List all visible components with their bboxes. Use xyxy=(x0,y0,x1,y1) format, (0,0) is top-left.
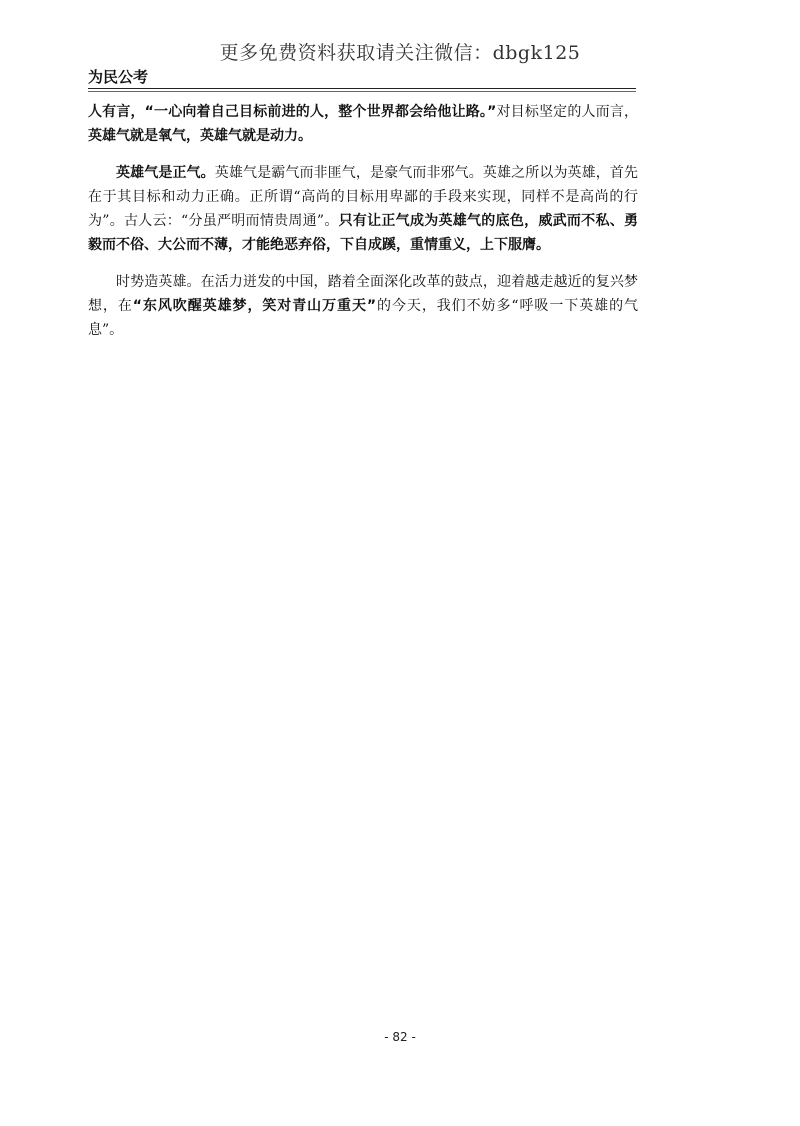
paragraph-1-bold: 人有言，“一心向着自己目标前进的人，整个世界都会给他让路。” xyxy=(88,104,497,120)
paragraph-2-bold: 英雄气是正气。 xyxy=(116,165,215,181)
paragraph-1-text: 对目标坚定的人而言， xyxy=(496,104,639,120)
paragraph-2-bold-end: 只有让正气成为英雄气的底色，威武而不私、勇毅而不俗、大公而不薄，才能绝恶弃俗，下自成蹊，重情重义，上下服膺。 xyxy=(88,213,638,253)
page-number: - 82 - xyxy=(384,1030,416,1044)
watermark-text: 更多免费资料获取请关注微信：dbgk125 xyxy=(219,42,581,64)
paragraph-2-text: 英雄气是霸气而非匪气，是豪气而非邪气。英雄之所以为英雄，首先在于其目标和动力正确。正所谓“高尚的目标用卑鄙的手段来实现，同样不是高尚的行为”。古人云：“分虽严明而情贵周通”。 xyxy=(88,165,639,229)
paragraph-3-text-end: 的今天，我们不妨多“呼吸一下英雄的气息”。 xyxy=(88,298,639,338)
paragraph-2 xyxy=(88,161,638,257)
paragraph-1 xyxy=(88,100,638,148)
paragraph-1-bold-end: 英雄气就是氧气，英雄气就是动力。 xyxy=(88,128,312,144)
paragraph-3 xyxy=(88,270,638,342)
paragraph-3-bold: “东风吹醒英雄梦，笑对青山万重天” xyxy=(132,298,377,314)
header-rule-thin xyxy=(88,91,636,92)
document-body xyxy=(88,100,638,355)
header-label: 为民公考 xyxy=(88,68,149,86)
header-rule xyxy=(88,88,636,89)
paragraph-3-text: 时势造英雄。在活力迸发的中国，踏着全面深化改革的鼓点，迎着越走越近的复兴梦想，在 xyxy=(88,274,638,314)
